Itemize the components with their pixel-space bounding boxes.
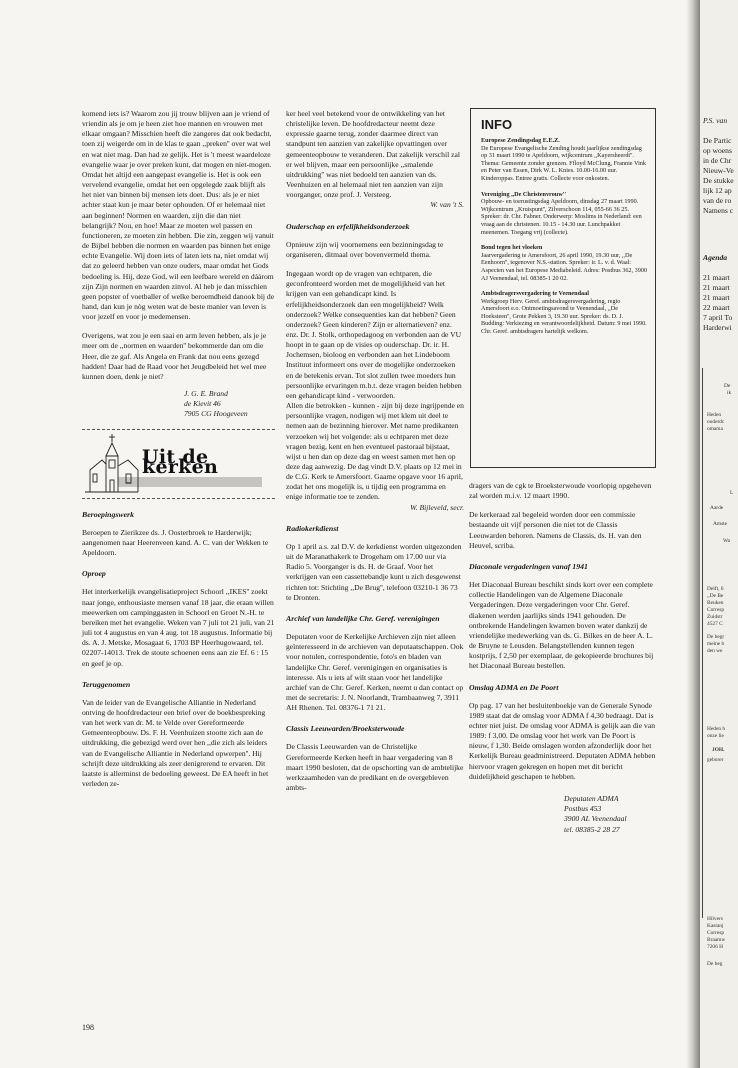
box-fragment: Heden h [707,726,726,732]
box-fragment: Heden [707,412,722,418]
section-paragraph: Deputaten voor de Kerkelijke Archieven zijn niet alleen geïnteresseerd in de archieven van deputaatschappen. Ook voor notulen, correspondentie, foto's en bladen van landelijke Chr. Geref. verenigingen en organisaties is interesse. Als u iets af wilt staan voor het landelijke archief van de Chr. Geref. Kerken, neemt u dan contact op met de secretaris: J. N. Noorlandt, Trambaanweg 7, 3911 AH Rhenen. Tel. 08376-1 71 21. [286,632,464,713]
box-fragment: Corresp [707,607,725,613]
agenda-line: 21 maart [703,293,730,302]
signature-line: Deputaten ADMA [564,793,619,803]
box-fragment: ik [727,390,732,396]
agenda-line: 7 april To [703,313,733,322]
box-fragment: L [730,490,734,496]
next-page-edge [700,0,738,1068]
signature: W. Bijleveld, secr. [410,502,464,512]
box-fragment: Aarde [710,505,724,511]
next-page-line: De Partic [703,136,732,145]
box-fragment: omama [707,426,723,432]
article-paragraph: Overigens, wat zou je een saai en arm leven hebben, als je je meer om de ,,normen en waarden'' bekommerde dan om die Heer, die ze gaf. Als Angela en Frank dat nou eens gezegd hadden! Daar had de Raad voor het Jeugdbeleid het wel mee kunnen doen, denk je niet? [82,331,267,381]
section-heading: Omslag ADMA en De Poort [469,682,559,692]
section-heading: Teruggenomen [82,679,131,689]
signature-line: 3900 AL Veenendaal [564,814,627,824]
section-banner [82,429,275,499]
info-item-heading: Bond tegen het vloeken [481,244,543,252]
info-box [470,108,656,468]
info-item [481,244,647,282]
info-item-text: Jaarvergadering te Amersfoort, 26 april 1990, 19.30 uur, ,,De Eenhoorn'', tegenover N.S.-station. Spreker: ir. L. v. d. Waal: Aspecten van het Europese Mediabeleid. Adres: Postbus 362, 3900 AJ Veenendaal, tel. 08385-1 20 02. [481,251,647,282]
agenda-line: Harderwi [703,323,732,332]
section-heading: Radiokerkdienst [286,523,339,533]
author-street: de Kievit 46 [184,399,221,409]
box-fragment: Zuidstr [707,614,723,620]
signature-block [469,794,656,835]
box-fragment: ,,De Be [707,593,724,599]
section-heading: Diaconale vergaderingen vanaf 1941 [469,561,588,571]
box-fragment: Wa [723,538,731,544]
next-page-line: van de ro [703,196,732,205]
article-paragraph: ker heel veel betekend voor de ontwikkeling van het christelijke leven. De hoofdredacteur neemt deze expressie gaarne terug, zonder daarmee direct van standpunt ten aanzien van zakelijke opvattingen over gemeenteopbouw te veranderen. Dat zakelijk verschil zal er wel blijven, maar een persoonlijke ,,smalende uitdrukking'' was niet bedoeld ten aanzien van ds. Veenhuizen en al helemaal niet ten aanzien van zijn voorganger, onze prof. J. Versteeg. [286,109,460,200]
next-page-line: P.S. van [703,116,728,125]
box-fragment: De begr [707,634,725,640]
next-page-line: lijk 12 ap [703,186,732,195]
info-item-heading: Europese Zendingsdag E.E.Z. [481,137,560,144]
page-number: 198 [82,1023,94,1032]
box-fragment: geborer [707,757,724,763]
box-fragment: Corresp [707,930,725,936]
section-paragraph: Op 1 april a.s. zal D.V. de kerkdienst worden uitgezonden uit de Maranathakerk te Drogeham om 17.00 uur via Radio 5. Voorganger is ds. H. de Graaf. Voor het verkrijgen van een cassettebandje kunt u zich desgewenst richten tot: Stichting ,,De Brug'', telefoon 03210-1 36 73 te Dronten. [286,541,462,602]
agenda-heading: Agenda [703,253,728,262]
box-fragment: Braamw [707,937,726,943]
column-3 [469,481,656,835]
section-paragraph: Ingegaan wordt op de vragen van echtparen, die geconfronteerd worden met de mogelijkheid van het krijgen van een gehandicapt kind. Is erfelijkheidsonderzoek dan een mogelijkheid? Welk onderzoek? Welke consequenties kan dat hebben? Geen onderzoek? Geen kinderen? Zijn er alternatieven? enz. enz. Dr. J. Stolk, orthopedagoog en verbonden aan de VU hoopt in te gaan op de visies op ouderschap. Dr. ir. H. Jochemsen, bioloog en verbonden aan het Lindeboom Instituut informeert ons over de mogelijke onderzoeken en de betekenis ervan. Tot slot zullen twee moeders hun persoonlijke ervaringen m.b.t. deze vragen beiden hebben een gehandicapt kind - verwoorden. [286,269,462,400]
info-item-heading: Vereniging ,,De Christenvrouw'' [481,190,567,198]
box-fragment: JOH. [712,747,725,753]
section-paragraph: Het interkerkelijk evangelisatieproject Schoorl ,,IKES'' zoekt naar jonge, enthousiaste mensen vanaf 18 jaar, die eraan willen meewerken om campinggasten in Schoorl en Groet N.-H. te bereiken met het evangelie. Weken van 7 juli tot 21 juli, van 21 juli tot 4 augustus en van 4 aug. tot 18 augustus. Informatie bij ds. A. J. Metske, Mosagaat 6, 1703 BP Heerhugowaard, tel. 02207-14013. Trek de stoute schoenen eens aan zie Ef. 6 : 15 en geef je op. [82,587,275,668]
article-paragraph: dragers van de cgk te Broeksterwoude voorlopig opgeheven zal worden m.i.v. 12 maart 1990. [469,481,652,501]
section-paragraph: Allen die betrokken - kunnen - zijn bij deze ingrijpende en persoonlijke vragen, nodigen wij met klem uit deel te nemen aan de bezinning hierover. Met name predikanten verzoeken wij het volgende: als u echtparen met deze vragen bezig, kent en hen eventueel pastoraal bijstaat, wijst u hen dan op deze dag en weest samen met hen op deze dag aanwezig. De dag vindt D.V. plaats op 12 mei in de C.G. Kerk te Amersfoort. Gaarne opgave voor 16 april, zodat het ons mogelijk is, u tijdig een programma en enige informatie toe te zenden. [286,401,464,502]
article-paragraph: De kerkeraad zal begeleid worden door een commissie bestaande uit vijf personen die niet tot de Classis Leeuwarden behoren. Namens de Classis, ds. H. van den Heuvel, scriba. [469,510,642,550]
box-fragment: De [724,383,731,389]
info-item-heading: Ambtsdragersvergadering te Veenendaal [481,290,589,298]
info-item [481,137,647,183]
column-1 [82,109,275,798]
agenda-line: 21 maart [703,273,730,282]
section-paragraph: Beroepen te Zierikzee ds. J. Oosterbroek te Harderwijk; aangenomen naar Heerenveen kand. A. C. van der Wekken te Apeldoorn. [82,527,269,558]
info-item [481,191,647,237]
section-paragraph: Op pag. 17 van het besluitenboekje van de Generale Synode 1989 staat dat de omslag voor ADMA f 4,30 bedraagt. Dat is echter niet juist. De omslag voor ADMA is gelijk aan die van 1989: f 3,00. De omslag voor het werk van De Poort is nieuw, f 1,30. Beide omslagen worden afzonderlijk door het Kerkelijk Bureau geadministreerd. Deputaten ADMA hebben hiervoor vragen gekregen en hopen met dit bericht duidelijkheid geschapen te hebben. [469,700,656,781]
info-item-text: Opbouw- en toerustingsdag Apeldoorn, dinsdag 27 maart 1990. Wijkcentrum ,,Kruispunt'', Zilverschoon 114, 055-66 36 25. Spreker: dr. Chr. Fabner. Onderwerp: Moslims in Nederland: een vraag aan de christenen. 10.15 - 14.30 uur. Lunchpakket meenemen. Toegang vrij (collecte). [481,198,642,236]
section-paragraph: Van de leider van de Evangelische Alliantie in Nederland ontving de hoofdredacteur een brief over de boekbespreking van het werk van dr. M. te Velde over Gereformeerde Gemeenteopbouw. Ds. F. H. Veenhuizen stootte zich aan de uitdrukking, die gebezigd werd over hen ,,die zich als leiders van de Evangelische Alliantie in Nederland opwerpen''. Hij schrijft deze uitdrukking als zeer denigrerend te ervaren. Dit laatste is allerminst de bedoeling geweest. De EA heeft in het verleden ze- [82,697,269,789]
info-item-text: Werkgroep Herv. Geref. ambtsdragersvergadering, regio Amersfoort e.o. Ontmoetingsavond te Veenendaal, ,,De Hoeksteen'', Grote Pekken 3, 19.30 uur. Spreker: ds. D. J. Budding: Verkiezing en verantwoordelijkheid. Datum: 9 mei 1990. Chr. Geref. ambtsdragers hartelijk welkom. [481,297,647,336]
next-page-line: op woens [703,146,732,155]
signature: W. van 't S. [430,200,464,210]
section-heading: Oproep [82,569,106,579]
signature-line: Postbus 453 [564,804,602,814]
next-page-line: Nieuw-Ve [703,166,734,175]
next-page-line: Namens c [703,206,734,215]
signature-line: tel. 08385-2 28 27 [564,824,620,834]
box-fragment: ouderdc [707,419,725,425]
author-block [82,389,275,420]
box-fragment: 4527 C [707,621,723,627]
section-heading: Classis Leeuwarden/Broeksterwoude [286,724,405,734]
box-fragment: De beg [707,961,723,967]
box-fragment: Delft, 6 [707,586,724,592]
box-fragment: meine b [707,641,725,647]
section-paragraph: Het Diaconaal Bureau beschikt sinds kort over een complete collectie Handelingen van de Algemene Diaconale Vergaderingen. Deze vergaderingen voor Chr. Geref. diakenen werden jaarlijks sinds 1941 gehouden. De ontbrekende Handelingen kwamen boven water dankzij de vriendelijke medewerking van ds. G. Bilkes en de heer A. L. de Bruyne te Leusden. Belangstellenden kunnen tegen kostprijs, f 2,50 per exemplaar, de gekopieerde brochures bij het Diaconaal Bureau bestellen. [469,580,654,671]
author-city: 7905 CG Hoogeveen [184,409,248,419]
section-paragraph: Opnieuw zijn wij voornemens een bezinningsdag te organiseren, ditmaal over bovenvermeld thema. [286,239,444,259]
agenda-line: 21 maart [703,283,730,292]
box-fragment: Hilvers [707,916,723,922]
next-page-line: De stukke [703,176,734,185]
box-fragment: Amste [713,521,728,527]
section-heading: Archief van landelijke Chr. Geref. verenigingen [286,613,440,623]
column-2 [286,109,464,802]
box-fragment: Kastanj [707,923,724,929]
section-title: Uit de kerken [142,445,219,478]
section-heading: Ouderschap en erfelijkheidsonderzoek [286,221,410,231]
section-heading: Beroepingswerk [82,509,134,519]
author-name: J. G. E. Brand [184,389,228,399]
info-item [481,290,647,336]
box-fragment: 7206 H [707,944,724,950]
box-fragment: Beuken [707,600,724,606]
info-item-text: De Europese Evangelische Zending houdt jaarlijkse zendingsdag op 31 maart 1990 te Apeldoorn, wijkcentrum ,,Kayersheerdt''. Thema: Gemeente zonder grenzen. Ffloyd McClung, Frannie Vink en Peter van Essen, Dirk W. L. Knies. 10.00-16.00 uur. Kinderoppas. Entree gratis. Collecte voor onkosten. [481,144,646,182]
box-fragment: den we [707,648,723,654]
article-paragraph: komend iets is? Waarom zou jij trouw blijven aan je vriend of vriendin als je om je heen ziet hoe mannen en vrouwen met elkaar omgaan? Misschien heeft die zangeres dat ook bedacht, toen zij weigerde om in de klas te gaan ,,preken'' over wat wel en wat niet mag. Dan had ze gelijk. Het is 't meest waardeloze evangelie waar je over preken kunt, dat mogen en niet-mogen. Omdat het altijd een aangepast evangelie is. Het is ook een vervelend evangelie, omdat het een opgelegde zaak blijft als het niet van binnen bij mensen iets doet. Dus: als je er niet achter staat kun je maar beter ophouden. Of er helemaal niet aan beginnen! Normen en waarden, zijn die dan niet belangrijk? Nou, en hoe! Maar ze moeten wel passen en functioneren, ze moeten zin hebben. Die zin, zeggen wij vanuit de Bijbel hebben die normen en waarden pas binnen het enige echte Evangelie. Wij doen iets of laten iets na, niet omdat wij dat zo geleerd hebben van onze ouders, maar omdat het Gods bedoeling is. Hij, deze God, wil een leefbare wereld en dáárom zijn Zijn normen en waarden zinvol. Al heb je dan misschien geen popster of voetballer of welke beroemdheid danook bij de hand, dan kun je nòg weten wat de beste manier van leven is voor jezelf en voor je medemensen. [82,109,275,322]
box-fragment: onze lie [707,733,724,739]
next-page-line: in de Chr [703,156,732,165]
section-paragraph: De Classis Leeuwarden van de Christelijke Gereformeerde Kerken heeft in haar vergadering van 8 maart 1990 besloten, dat de opschorting van de ambtelijke werkzaamheden van de predikant en de overgebleven ambts- [286,742,464,793]
agenda-line: 22 maart [703,303,730,312]
info-title: INFO [481,117,513,132]
